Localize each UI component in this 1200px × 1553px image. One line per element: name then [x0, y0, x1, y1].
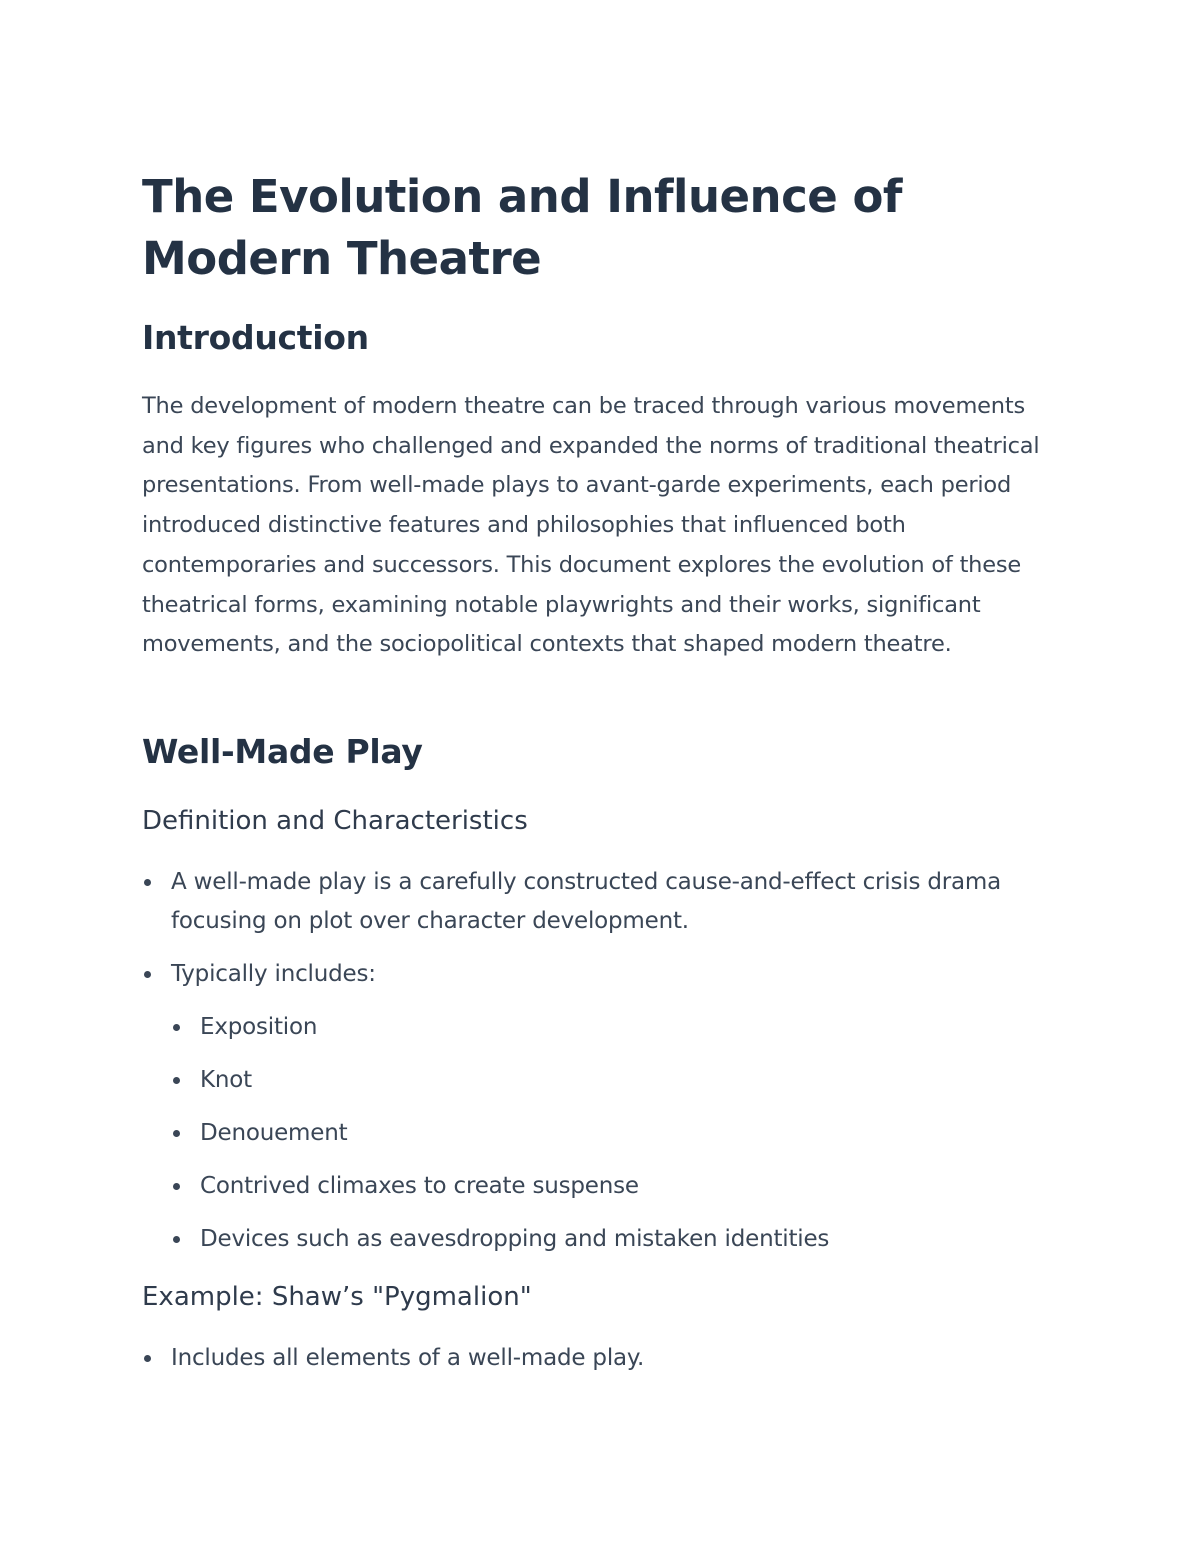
sub-list-item: [200, 1008, 317, 1047]
list-item: [171, 955, 376, 994]
bullet-icon: [144, 879, 151, 886]
sub-list-item: [200, 1114, 347, 1153]
bullet-icon: [173, 1077, 180, 1084]
subsection-heading-definition: Definition and Characteristics: [142, 806, 528, 836]
document-title: The Evolution and Influence of Modern Theatre: [142, 170, 902, 285]
list-item-text: A well-made play is a carefully constructed cause-and-effect crisis drama focusing on plot over character development.: [171, 869, 1002, 934]
bullet-icon: [173, 1024, 180, 1031]
sub-list-item: [200, 1220, 829, 1259]
sub-list-item: [200, 1061, 252, 1100]
list-item-text: Includes all elements of a well-made play.: [171, 1345, 645, 1371]
bullet-icon: [144, 1355, 151, 1362]
introduction-paragraph: The development of modern theatre can be traced through various movements and key figures who challenged and expanded the norms of traditional theatrical presentations. From well-made plays to avant-garde experiments, each period introduced distinctive features and philosophies that influenced both contemporaries and successors. This document explores the evolution of these theatrical forms, examining notable playwrights and their works, significant movements, and the sociopolitical contexts that shaped modern theatre.: [142, 393, 1040, 658]
list-item: [171, 1339, 644, 1378]
subsection-heading-example: Example: Shaw’s "Pygmalion": [142, 1282, 532, 1312]
section-heading-introduction: Introduction: [142, 318, 369, 357]
list-item-text: Typically includes:: [171, 961, 376, 987]
bullet-icon: [173, 1130, 180, 1137]
sub-list-item-text: Exposition: [200, 1014, 318, 1040]
sub-list-item-text: Contrived climaxes to create suspense: [200, 1173, 639, 1199]
section-heading-well-made-play: Well-Made Play: [142, 732, 423, 771]
sub-list-item-text: Knot: [200, 1067, 252, 1093]
list-item: [171, 863, 1051, 941]
bullet-icon: [173, 1236, 180, 1243]
bullet-icon: [144, 971, 151, 978]
sub-list-item: [200, 1167, 639, 1206]
sub-list-item-text: Denouement: [200, 1120, 348, 1146]
bullet-icon: [173, 1183, 180, 1190]
sub-list-item-text: Devices such as eavesdropping and mistaken identities: [200, 1226, 830, 1252]
